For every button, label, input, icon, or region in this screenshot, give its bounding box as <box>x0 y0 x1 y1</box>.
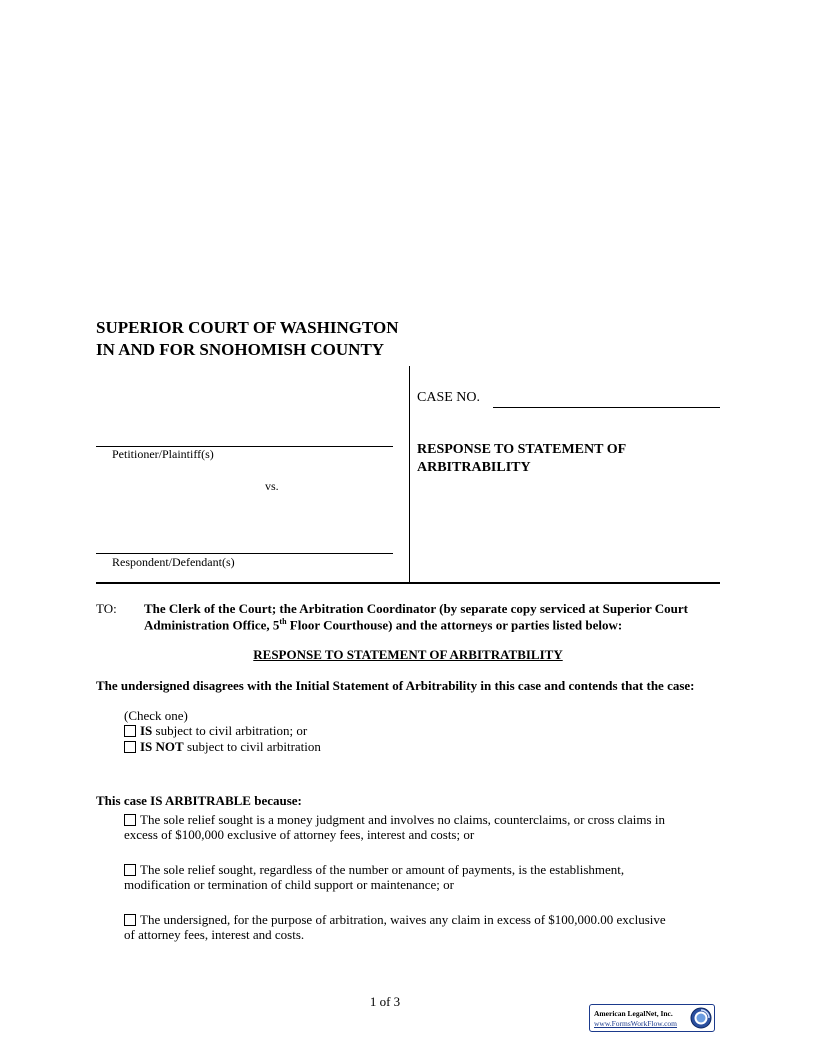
option-is-not-text: subject to civil arbitration <box>183 739 321 754</box>
section-heading-text: RESPONSE TO STATEMENT OF ARBITRATBILITY <box>253 647 563 662</box>
reason2-text1: The sole relief sought, regardless of the number or amount of payments, is the establishment, <box>140 862 625 877</box>
reason2-checkbox[interactable] <box>124 864 136 876</box>
court-name-line1: SUPERIOR COURT OF WASHINGTON <box>96 318 399 337</box>
publisher-badge[interactable] <box>589 1004 715 1032</box>
to-addressees-line1: The Clerk of the Court; the Arbitration Coordinator (by separate copy serviced at Superior Court <box>144 601 689 616</box>
case-no-field[interactable] <box>493 390 720 408</box>
to-label: TO: <box>96 601 117 616</box>
court-name-line2: IN AND FOR SNOHOMISH COUNTY <box>96 340 385 359</box>
vs-label: vs. <box>265 479 279 493</box>
reason3-text1: The undersigned, for the purpose of arbitration, waives any claim in excess of $100,000.00 exclusive <box>140 912 666 927</box>
to-line2-pre: Administration Office, 5 <box>144 617 280 633</box>
respondent-line <box>96 553 393 554</box>
badge-company: American LegalNet, Inc. <box>594 1009 673 1018</box>
reason3-line1 <box>124 912 666 928</box>
reason1-line1 <box>124 812 665 828</box>
reason2-line2: modification or termination of child support or maintenance; or <box>124 877 454 892</box>
arbitrable-heading: This case IS ARBITRABLE because: <box>96 793 302 808</box>
reason3-checkbox[interactable] <box>124 914 136 926</box>
page-number: 1 of 3 <box>369 994 401 1009</box>
reason3-line2: of attorney fees, interest and costs. <box>124 927 305 942</box>
reason1-line2: excess of $100,000 exclusive of attorney fees, interest and costs; or <box>124 827 475 842</box>
reason2-line1 <box>124 862 624 878</box>
option-is-bold: IS <box>140 723 153 738</box>
globe-logo-icon <box>690 1007 712 1029</box>
to-line2-post: Floor Courthouse) and the attorneys or parties listed below: <box>286 617 623 633</box>
caption-divider <box>409 366 410 583</box>
intro-statement: The undersigned disagrees with the Initial Statement of Arbitrability in this case and contends that the case: <box>96 678 695 693</box>
document-title-line2: ARBITRABILITY <box>417 460 531 475</box>
to-addressees-line2 <box>144 617 622 633</box>
option-is-not-bold: IS NOT <box>140 739 184 754</box>
section-heading <box>0 647 816 663</box>
option-is <box>124 723 307 739</box>
to-line2-sup: th <box>279 617 287 626</box>
document-title-line1: RESPONSE TO STATEMENT OF <box>417 442 627 457</box>
reason1-checkbox[interactable] <box>124 814 136 826</box>
caption-bottom-rule <box>96 582 720 584</box>
reason1-text1: The sole relief sought is a money judgment and involves no claims, counterclaims, or cross claims in <box>140 812 665 827</box>
case-no-label: CASE NO. <box>417 390 481 405</box>
check-one-label: (Check one) <box>124 708 188 723</box>
respondent-label: Respondent/Defendant(s) <box>112 555 235 569</box>
petitioner-label: Petitioner/Plaintiff(s) <box>112 447 214 461</box>
badge-url[interactable]: www.FormsWorkFlow.com <box>594 1019 678 1028</box>
option-is-text: subject to civil arbitration; or <box>152 723 308 738</box>
is-checkbox[interactable] <box>124 725 136 737</box>
is-not-checkbox[interactable] <box>124 741 136 753</box>
option-is-not <box>124 739 321 755</box>
